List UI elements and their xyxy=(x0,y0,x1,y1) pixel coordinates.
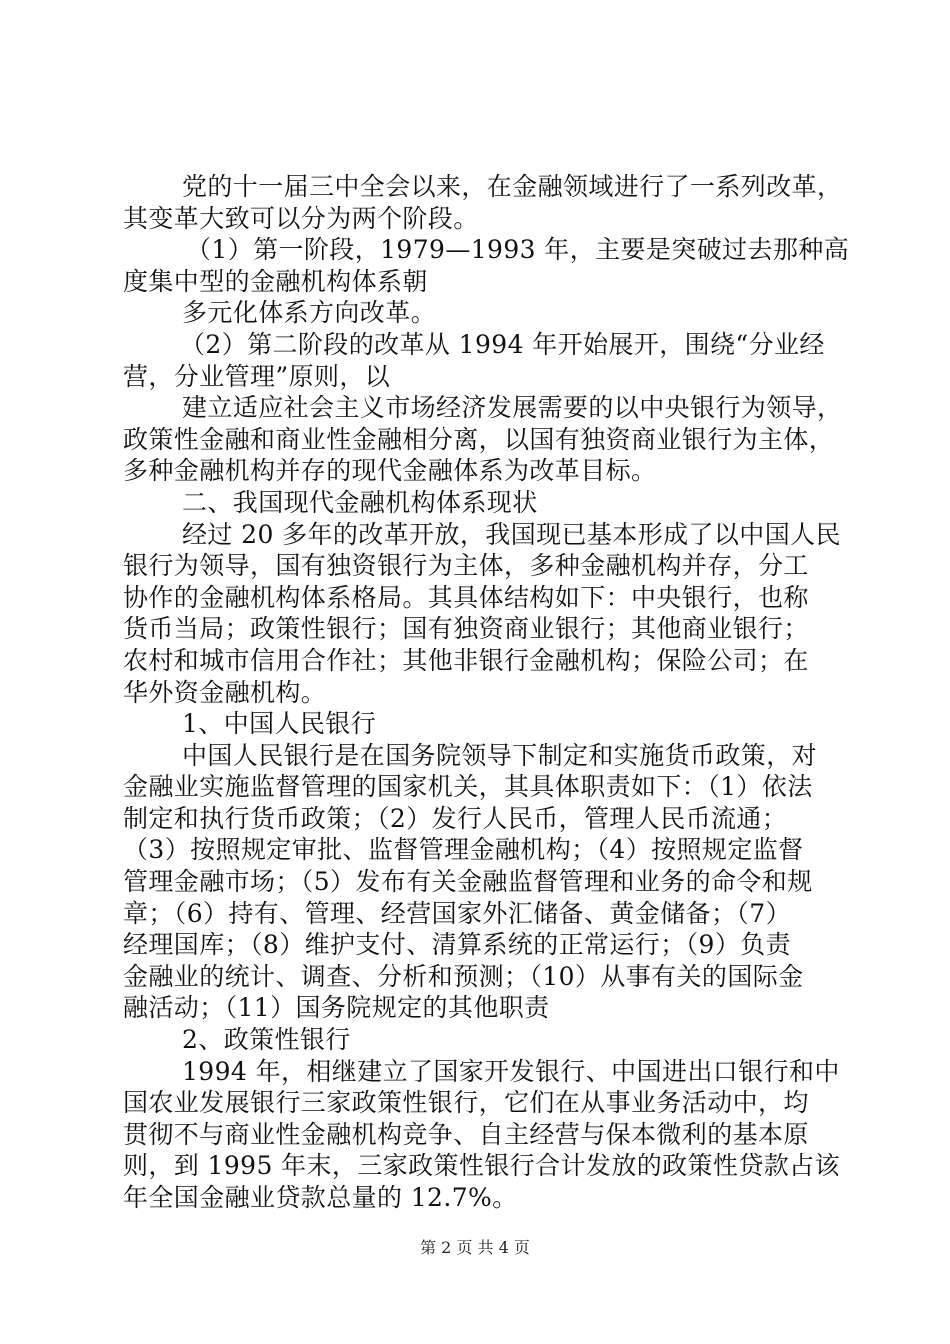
paragraph-line: 营，分业管理”原则，以 xyxy=(123,361,391,391)
paragraph-line: 中国人民银行是在国务院领导下制定和实施货币政策，对 xyxy=(182,740,818,770)
paragraph-line: 经过 20 多年的改革开放，我国现已基本形成了以中国人民 xyxy=(182,519,841,549)
subsection-heading: 2、政策性银行 xyxy=(182,1025,351,1055)
paragraph-line: 金融业实施监督管理的国家机关，其具体职责如下：（1）依法 xyxy=(123,772,813,802)
paragraph-line: （2）第二阶段的改革从 1994 年开始展开，围绕“分业经 xyxy=(180,329,825,359)
subsection-heading: 1、中国人民银行 xyxy=(182,709,377,739)
paragraph-line: 管理金融市场；（5）发布有关金融监督管理和业务的命令和规 xyxy=(123,867,813,897)
paragraph-line: 多种金融机构并存的现代金融体系为改革目标。 xyxy=(123,456,657,486)
paragraph-line: 货币当局；政策性银行；国有独资商业银行；其他商业银行； xyxy=(123,614,809,644)
paragraph-line: 金融业的统计、调查、分析和预测；（10）从事有关的国际金 xyxy=(123,961,804,991)
paragraph-line: 农村和城市信用合作社；其他非银行金融机构；保险公司；在 xyxy=(123,645,809,675)
paragraph-line: 融活动；（11）国务院规定的其他职责 xyxy=(123,993,550,1023)
paragraph-line: 银行为领导，国有独资银行为主体，多种金融机构并存，分工 xyxy=(123,551,809,581)
document-body xyxy=(123,171,850,1214)
paragraph-line: 党的十一届三中全会以来，在金融领域进行了一系列改革， xyxy=(182,172,843,201)
paragraph-line: 建立适应社会主义市场经济发展需要的以中央银行为领导， xyxy=(182,393,843,423)
paragraph-line: 则，到 1995 年末，三家政策性银行合计发放的政策性贷款占该 xyxy=(123,1151,840,1181)
paragraph-line: 1994 年，相继建立了国家开发银行、中国进出口银行和中 xyxy=(182,1056,840,1086)
paragraph-line: 协作的金融机构体系格局。其具体结构如下：中央银行，也称 xyxy=(123,582,809,612)
paragraph-line: 度集中型的金融机构体系朝 xyxy=(123,266,428,296)
paragraph-line: 制定和执行货币政策；（2）发行人民币，管理人民币流通； xyxy=(123,803,788,833)
paragraph-line: （3）按照规定审批、监督管理金融机构；（4）按照规定监督 xyxy=(123,835,804,865)
paragraph-line: 贯彻不与商业性金融机构竞争、自主经营与保本微利的基本原 xyxy=(123,1119,809,1149)
paragraph-line: 年全国金融业贷款总量的 12.7%。 xyxy=(123,1183,518,1212)
section-heading: 二、我国现代金融机构体系现状 xyxy=(182,487,538,517)
paragraph-line: 经理国库；（8）维护支付、清算系统的正常运行；（9）负责 xyxy=(123,930,792,960)
paragraph-line: 多元化体系方向改革。 xyxy=(182,298,437,328)
paragraph-line: 章；（6）持有、管理、经营国家外汇储备、黄金储备；（7） xyxy=(123,898,792,928)
paragraph-line: 其变革大致可以分为两个阶段。 xyxy=(123,203,479,233)
paragraph-line: （1）第一阶段，1979—1993 年，主要是突破过去那种高 xyxy=(186,235,850,265)
paragraph-line: 国农业发展银行三家政策性银行，它们在从事业务活动中，均 xyxy=(123,1088,809,1118)
page-number-footer: 第 2 页 共 4 页 xyxy=(420,1238,530,1257)
paragraph-line: 华外资金融机构。 xyxy=(123,677,327,707)
paragraph-line: 政策性金融和商业性金融相分离，以国有独资商业银行为主体， xyxy=(123,424,835,454)
